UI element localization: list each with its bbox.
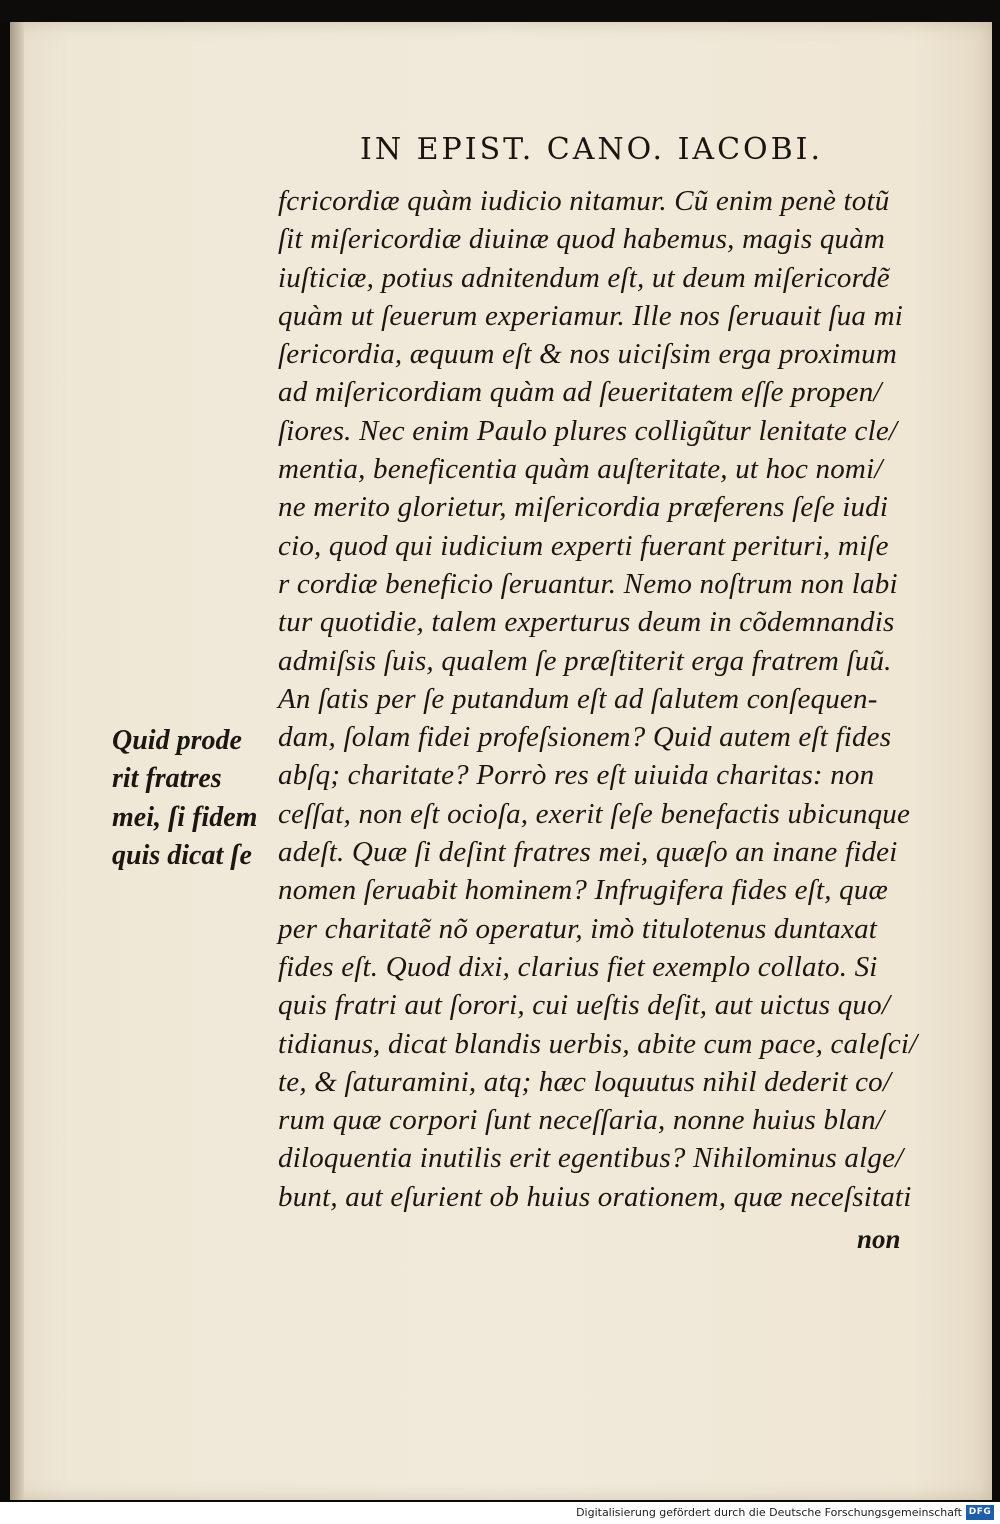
- text-line: ad miſericordiam quàm ad ſeueritatem eſſe propen/: [278, 376, 882, 409]
- text-line: quàm ut ſeuerum experiamur. Ille nos ſeruauit ſua mi: [278, 299, 903, 332]
- dfg-logo: DFG: [966, 1505, 994, 1520]
- catchword: non: [857, 1224, 901, 1254]
- text-line: r cordiæ beneficio ſeruantur. Nemo noſtrum non labi: [278, 567, 898, 600]
- page-gutter-edge: [10, 22, 24, 1500]
- text-line: An ſatis per ſe putandum eſt ad ſalutem conſequen-: [278, 682, 878, 715]
- text-line: ſiores. Nec enim Paulo plures colligũtur lenitate cle/: [278, 414, 898, 447]
- text-line: fcricordiæ quàm iudicio nitamur. Cũ enim penè totũ: [278, 185, 890, 217]
- funding-credit: Digitalisierung gefördert durch die Deutsche Forschungsgemeinschaft: [576, 1506, 962, 1519]
- digitization-footer: [0, 1502, 1000, 1524]
- marginal-note-line: mei, ſi fidem: [112, 801, 258, 833]
- text-line: ſericordia, æquum eſt & nos uiciſsim erga proximum: [278, 338, 897, 371]
- text-line: bunt, aut eſurient ob huius orationem, quæ neceſsitati: [278, 1180, 912, 1213]
- text-line: tidianus, dicat blandis uerbis, abite cum pace, caleſci/: [278, 1027, 918, 1060]
- text-line: quis fratri aut ſorori, cui ueſtis deſit, aut uictus quo/: [278, 989, 891, 1022]
- text-line: ſit miſericordiæ diuinæ quod habemus, magis quàm: [278, 223, 886, 256]
- marginal-note-line: quis dicat ſe: [112, 839, 252, 871]
- main-text-block: [278, 182, 978, 1216]
- text-line: iuſticiæ, potius adnitendum eſt, ut deum miſericordẽ: [278, 261, 890, 294]
- marginal-note-line: rit fratres: [112, 763, 222, 795]
- text-line: ceſſat, non eſt ocioſa, exerit ſeſe benefactis ubicunque: [278, 797, 911, 830]
- text-line: fides eſt. Quod dixi, clarius fiet exemplo collato. Si: [278, 950, 878, 983]
- scan-top-border: [0, 0, 1000, 22]
- text-line: adeſt. Quæ ſi deſint fratres mei, quæſo an inane fidei: [278, 836, 898, 869]
- text-line: diloquentia inutilis erit egentibus? Nihilominus alge/: [278, 1142, 904, 1175]
- running-head: IN EPIST. CANO. IACOBI.: [360, 132, 824, 167]
- marginal-note: [112, 722, 282, 875]
- marginal-note-line: Quid prode: [112, 725, 242, 756]
- text-line: rum quæ corpori ſunt neceſſaria, nonne huius blan/: [278, 1104, 885, 1137]
- text-line: tur quotidie, talem experturus deum in cõdemnandis: [278, 606, 895, 639]
- text-line: abſq; charitate? Porrò res eſt uiuida charitas: non: [278, 759, 875, 792]
- text-line: nomen ſeruabit hominem? Infrugifera fides eſt, quæ: [278, 874, 889, 907]
- text-line: mentia, beneficentia quàm auſteritate, ut hoc nomi/: [278, 453, 883, 486]
- text-line: dam, ſolam fidei profeſsionem? Quid autem eſt fides: [278, 721, 892, 754]
- text-line: admiſsis ſuis, qualem ſe præſtiterit erga fratrem ſuũ.: [278, 644, 892, 677]
- text-line: cio, quod qui iudicium experti fuerant perituri, miſe: [278, 529, 889, 562]
- text-line: per charitatẽ nõ operatur, imò titulotenus duntaxat: [278, 912, 878, 945]
- text-line: te, & ſaturamini, atq; hæc loquutus nihil dederit co/: [278, 1065, 892, 1098]
- text-line: ne merito glorietur, miſericordia præferens ſeſe iudi: [278, 491, 889, 524]
